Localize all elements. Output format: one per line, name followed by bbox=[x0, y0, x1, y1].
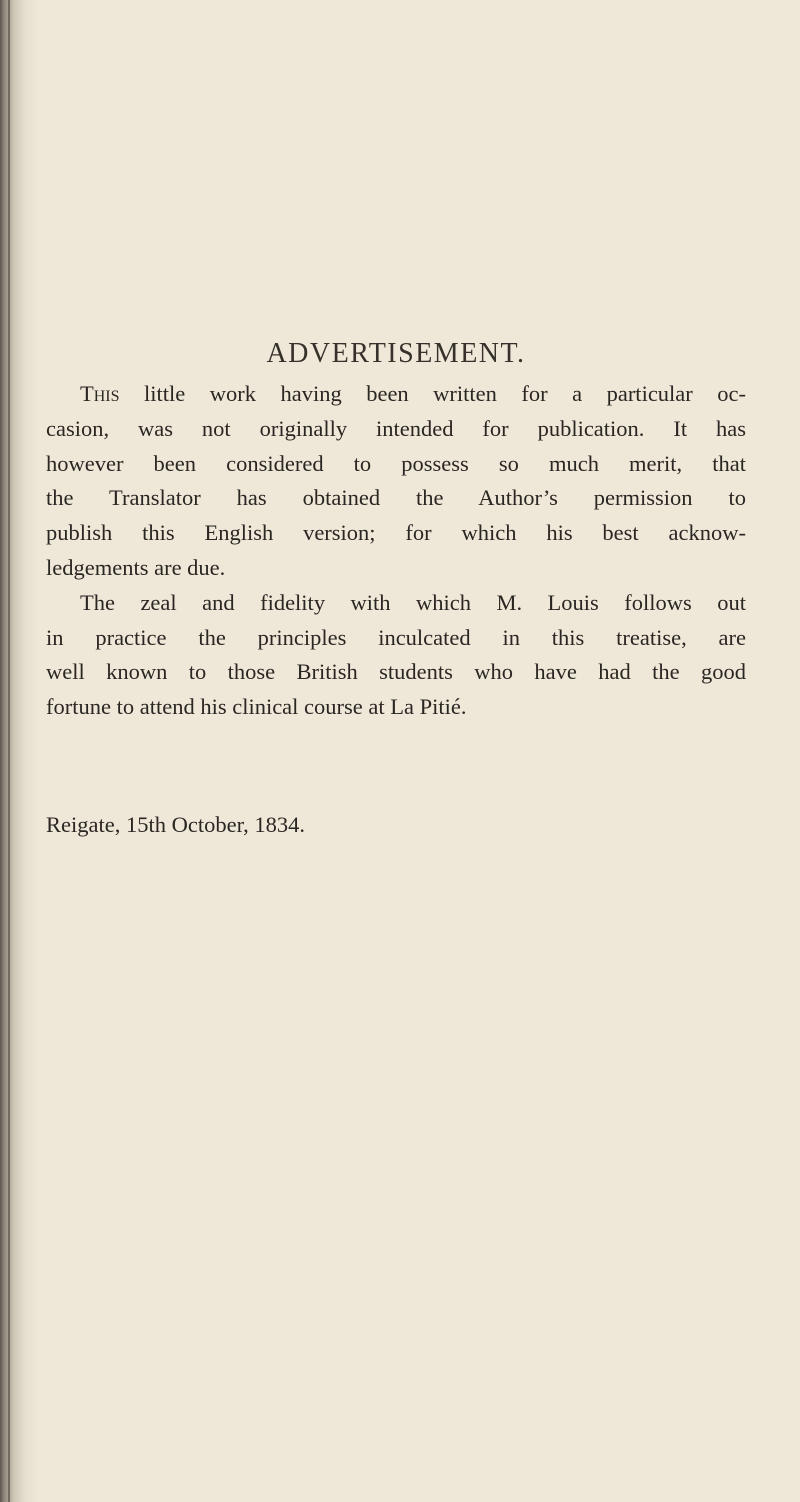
paragraph-1-line-1-rest: little work having been written for a particular oc- bbox=[119, 381, 746, 406]
signature-line: Reigate, 15th October, 1834. bbox=[46, 812, 306, 837]
paragraph-1-line-2: casion, was not originally intended for publication. It has bbox=[46, 415, 746, 441]
paragraph-2-line-3: well known to those British students who have had the good bbox=[46, 659, 746, 685]
advertisement-body bbox=[46, 377, 746, 725]
paragraph-2-line-2: in practice the principles inculcated in this treatise, are bbox=[46, 624, 746, 650]
paragraph-1-line-4: the Translator has obtained the Author’s permission to bbox=[46, 485, 746, 511]
page-title: ADVERTISEMENT. bbox=[266, 338, 526, 369]
paragraph-1-line-6: ledgements are due. bbox=[46, 554, 226, 580]
page-gutter-shadow bbox=[0, 0, 40, 1502]
paragraph-2-line-1: The zeal and fidelity with which M. Louis follows out bbox=[80, 589, 746, 615]
document-page bbox=[38, 0, 800, 1502]
paragraph-2-line-4: fortune to attend his clinical course at La Pitié. bbox=[46, 694, 467, 720]
paragraph-1-line-3: however been considered to possess so much merit, that bbox=[46, 450, 746, 476]
paragraph-1-line-1 bbox=[46, 377, 746, 412]
lead-word: This bbox=[80, 381, 120, 406]
binding-edge bbox=[8, 0, 10, 1502]
paragraph-1-line-5: publish this English version; for which his best acknow- bbox=[46, 520, 746, 546]
